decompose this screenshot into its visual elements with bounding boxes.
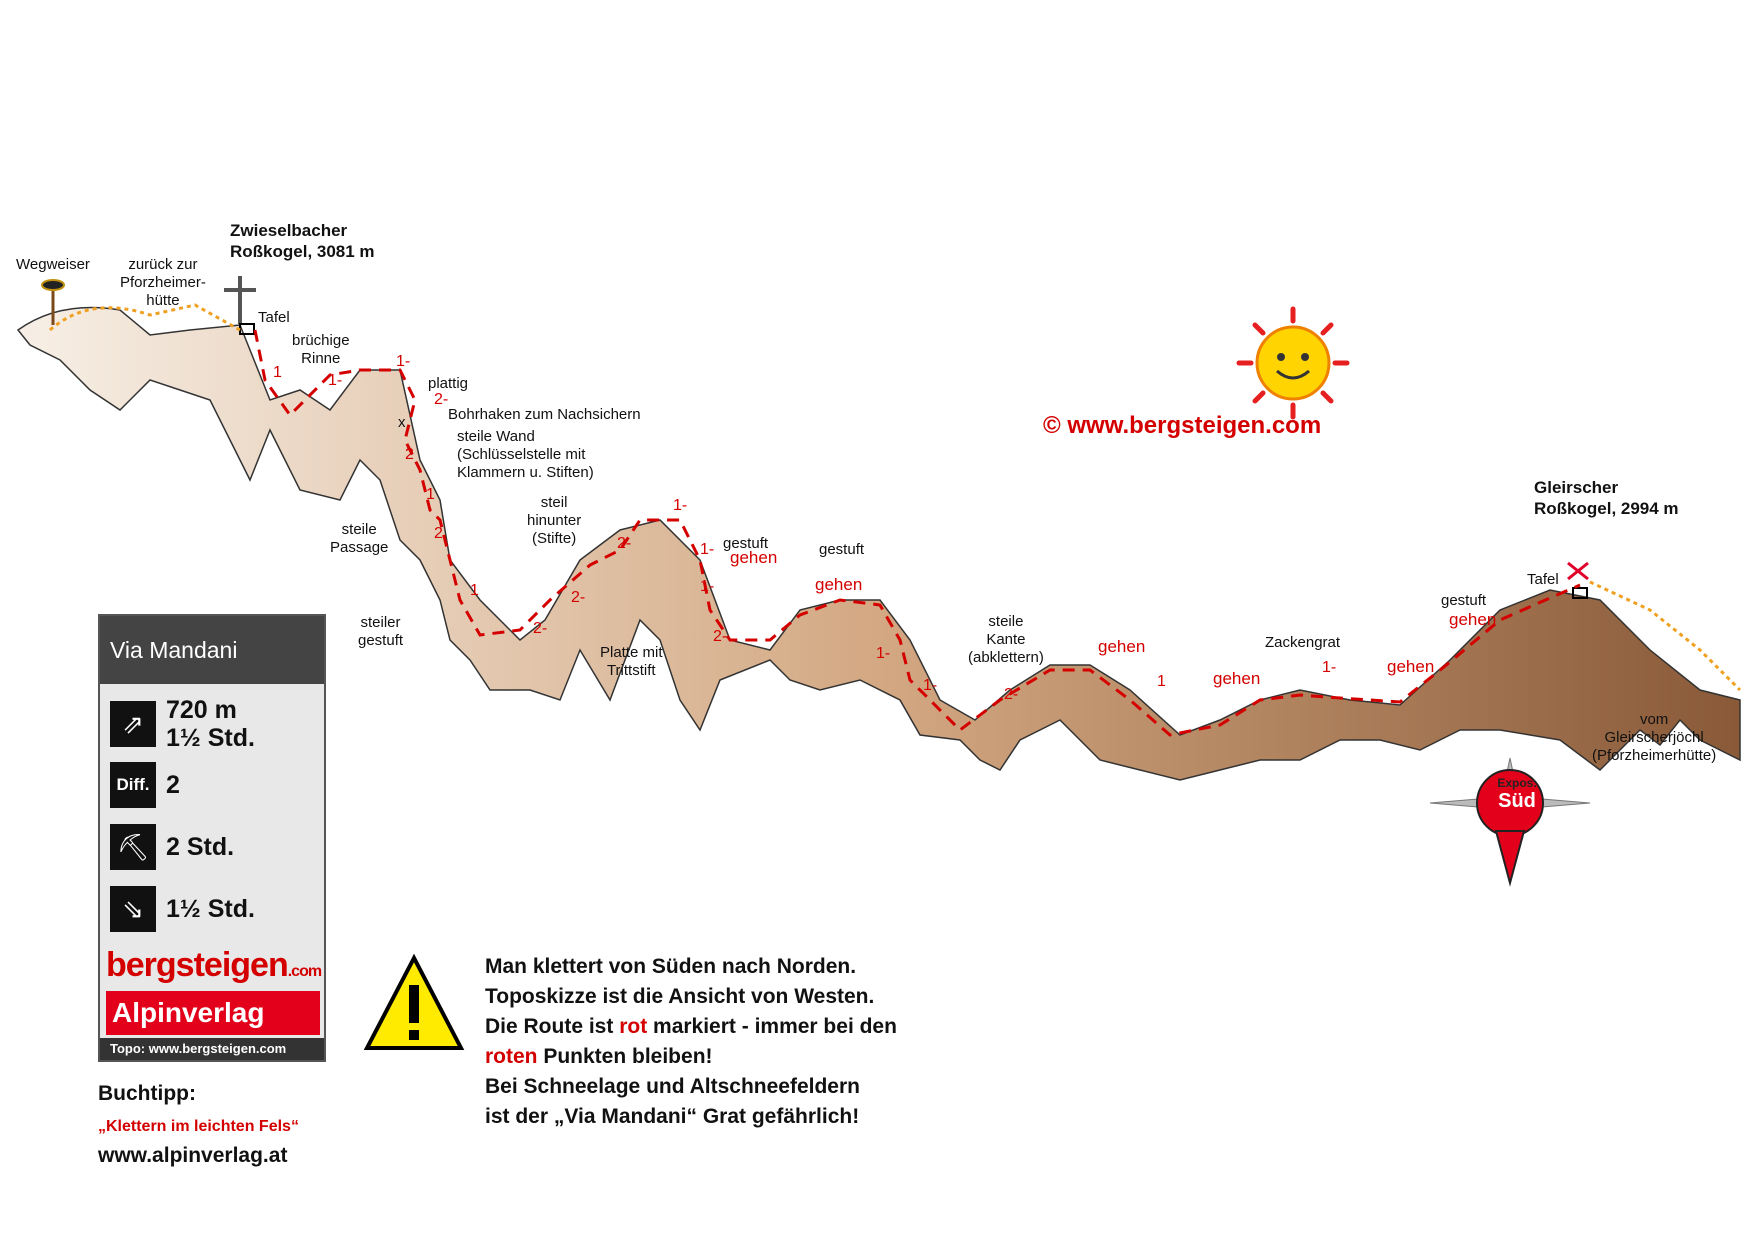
grade: 2- [571, 589, 586, 606]
climbing-icon: ⛏ [110, 824, 156, 870]
right-summit-marker [1568, 563, 1588, 598]
gehen-label: gehen [1387, 657, 1435, 676]
label-bohrhaken: Bohrhaken zum Nachsichern [448, 406, 641, 423]
grade: 2 [405, 446, 414, 463]
info-climb-row [110, 824, 234, 870]
label-plattig: plattig [428, 375, 469, 392]
summit-left-name: Zwieselbacher Roßkogel, 3081 m [230, 221, 375, 261]
label-platte-trittstift: Platte mit Trittstift [600, 644, 663, 679]
grade: 2- [1004, 686, 1019, 703]
grade: 1- [673, 497, 688, 514]
time-up-value: 1½ Std. [166, 724, 255, 752]
label-zackengrat: Zackengrat [1265, 634, 1341, 651]
grade: 2 [434, 525, 443, 542]
label-steil-hinunter: steil hinunter (Stifte) [527, 494, 582, 547]
buchtipp [98, 1082, 299, 1168]
label-gestuft-b: gestuft [819, 541, 865, 558]
info-descent-row [110, 886, 255, 932]
alpinverlag-logo: Alpinverlag [106, 991, 320, 1035]
height-value: 720 m [166, 696, 237, 724]
gehen-label: gehen [1449, 610, 1497, 629]
grade: 2- [617, 535, 632, 552]
label-steile-wand: steile Wand (Schlüsselstelle mit Klammern u. Stiften) [457, 428, 594, 481]
label-steile-passage: steile Passage [330, 521, 389, 556]
sun-icon [1239, 309, 1347, 417]
buchtipp-book: „Klettern im leichten Fels“ [98, 1118, 299, 1135]
grade: 2- [713, 628, 728, 645]
info-diff-row [110, 762, 180, 808]
grade: 1- [923, 677, 938, 694]
descent-time-value: 1½ Std. [166, 895, 255, 923]
grade: 1- [328, 372, 343, 389]
grade: 1- [700, 541, 715, 558]
bergsteigen-logo: bergsteigen.com [106, 946, 322, 984]
grade: 1- [396, 353, 411, 370]
gehen-label: gehen [815, 575, 863, 594]
label-gestuft-a: gestuft [723, 535, 769, 552]
label-zurueck: zurück zur Pforzheimer- hütte [120, 256, 206, 309]
grade: 1- [1322, 659, 1337, 676]
summit-cross-icon [224, 276, 256, 334]
grade: 1- [700, 578, 715, 595]
exposition-label: Expos. Süd [1497, 776, 1537, 812]
summit-right-name: Gleirscher Roßkogel, 2994 m [1534, 478, 1679, 518]
route-info-box [98, 614, 326, 1062]
copyright-text: © www.bergsteigen.com [1043, 412, 1322, 439]
warning-text: Man klettert von Süden nach Norden. Toposkizze ist die Ansicht von Westen. Die Route ist rot markiert - immer bei den roten Punkten bleiben! Bei Schneelage und Altschneefeldern ist der „Via Mandani“ Grat gefährlich! [485, 955, 897, 1128]
label-tafel-right: Tafel [1527, 571, 1559, 588]
label-x-mark: x [398, 414, 406, 431]
grade: 1 [1157, 673, 1166, 690]
label-bruechige-rinne: brüchige Rinne [292, 332, 350, 367]
buchtipp-title: Buchtipp: [98, 1082, 196, 1105]
info-height-row [110, 696, 255, 752]
label-tafel-left: Tafel [258, 309, 290, 326]
label-steile-kante: steile Kante (abklettern) [968, 613, 1044, 666]
warning-icon [367, 958, 461, 1048]
descent-icon: ⇘ [110, 886, 156, 932]
grade: 2- [434, 391, 449, 408]
buchtipp-url: www.alpinverlag.at [98, 1144, 288, 1167]
difficulty-value: 2 [166, 771, 180, 799]
label-gestuft-c: gestuft [1441, 592, 1487, 609]
label-steiler-gestuft: steiler gestuft [358, 614, 404, 649]
label-wegweiser: Wegweiser [16, 256, 90, 273]
grade: 1 [426, 486, 435, 503]
topo-credit: Topo: www.bergsteigen.com [100, 1038, 324, 1060]
grade: 1- [876, 645, 891, 662]
label-vom: vom Gleirscherjöchl (Pforzheimerhütte) [1592, 711, 1717, 764]
grade: 2- [533, 620, 548, 637]
route-title: Via Mandani [100, 616, 324, 684]
gehen-label: gehen [1098, 637, 1146, 656]
grade: 1 [470, 582, 479, 599]
climber-up-icon: ⇗ [110, 701, 156, 747]
gehen-label: gehen [1213, 669, 1261, 688]
gehen-label: gehen [730, 548, 778, 567]
difficulty-icon: Diff. [110, 762, 156, 808]
climb-time-value: 2 Std. [166, 833, 235, 861]
grade: 1 [273, 364, 282, 381]
